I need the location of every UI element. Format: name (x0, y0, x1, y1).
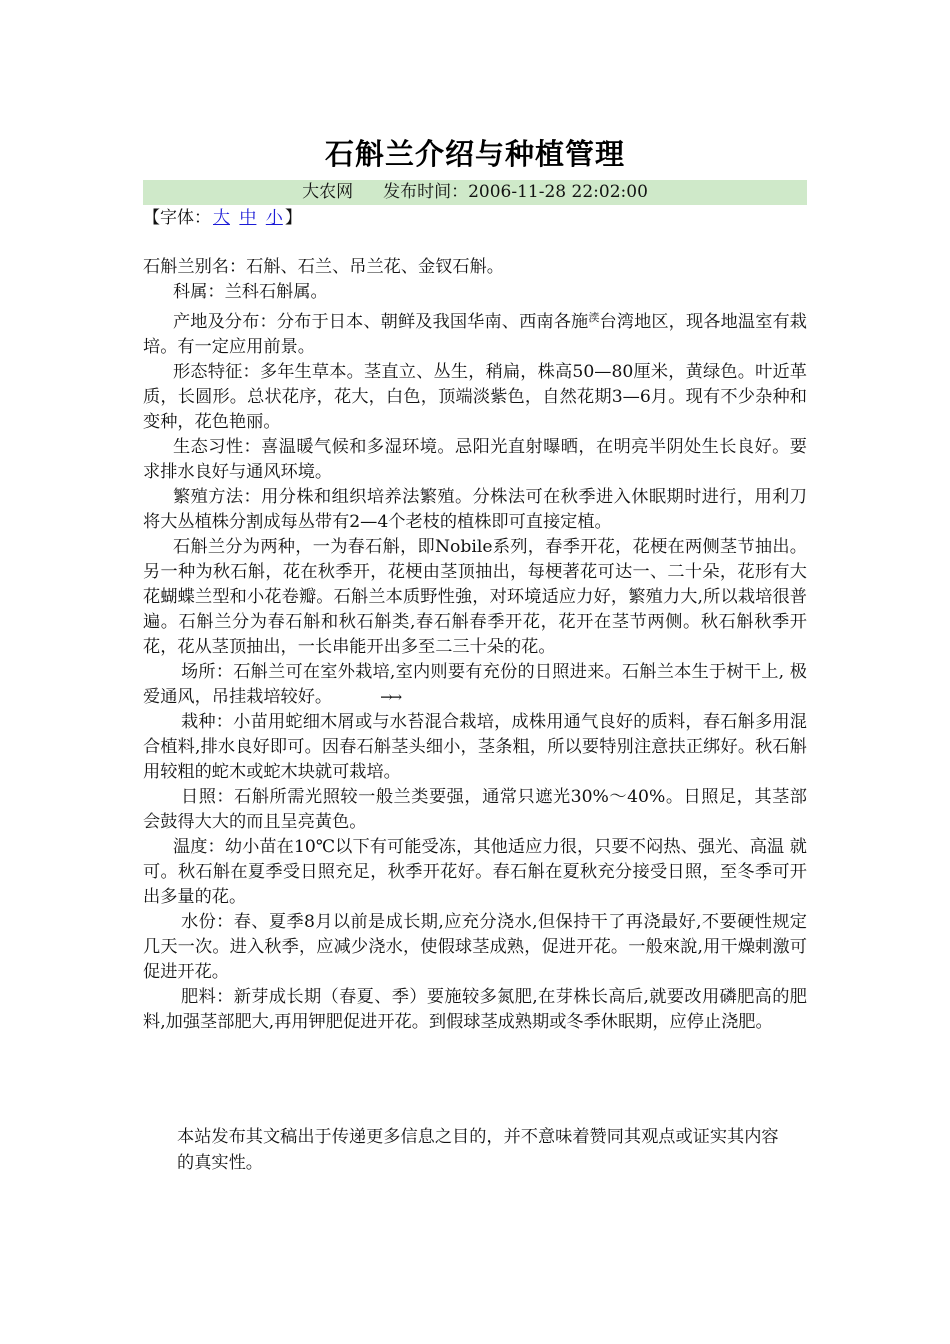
paragraph-sunlight: 日照：石斛所需光照较一般兰类要强，通常只遮光30%～40%。日照足，其茎部会鼓得大大的而且呈亮黃色。 (143, 787, 807, 832)
paragraph-types: 石斛兰分为两种，一为春石斛，即Nobile系列，春季开花，花梗在两侧茎节抽出。另一种为秋石斛，花在秋季开，花梗由茎顶抽出，每梗著花可达一、二十朵，花形有大花蝴蝶兰型和小花卷瓣。石斛兰本质野性強，对环境适应力好，繁殖力大,所以栽培很普遍。石斛兰分为春石斛和秋石斛类,春石斛春季开花，花开在茎节两侧。秋石斛秋季开花，花从茎顶抽出，一长串能开出多至二三十朵的花。 (143, 537, 807, 657)
paragraph-fertilizer: 肥料：新芽成长期（春夏、季）要施较多氮肥,在芽株长高后,就要改用磷肥高的肥料,加强茎部肥大,再用钾肥促进开花。到假球茎成熟期或冬季休眠期，应停止浇肥。 (143, 987, 807, 1032)
paragraph-origin (143, 305, 807, 360)
paragraph-location-text: 场所：石斛兰可在室外栽培,室内则要有充份的日照进来。石斛兰本生于树干上, 极爱通风，吊挂栽培较好。 (143, 662, 807, 707)
font-size-suffix: 】 (284, 208, 302, 228)
font-size-medium-link[interactable]: 中 (239, 208, 257, 228)
page-title: 石斛兰介绍与种植管理 (324, 137, 625, 171)
paragraph-temperature: 温度：幼小苗在10℃以下有可能受冻，其他适应力很，只要不闷热、强光、高温 就可。秋石斛在夏季受日照充足，秋季开花好。春石斛在夏秋充分接受日照，至冬季可开出多量的花。 (143, 837, 807, 907)
paragraph-origin-tail: 台湾地区，现各地温室有栽培。有一定应用前景。 (143, 312, 807, 357)
font-size-switch (143, 205, 302, 231)
article-body (143, 255, 807, 1035)
paragraph-propagation: 繁殖方法：用分株和组织培养法繁殖。分株法可在秋季进入休眠期时进行，用利刀将大丛植株分割成每丛带有2—4个老枝的植株即可直接定植。 (143, 487, 807, 532)
paragraph-origin-head: 产地及分布：分布于日本、朝鲜及我国华南、西南各施 (173, 312, 589, 332)
meta-bar (143, 180, 807, 205)
font-size-large-link[interactable]: 大 (213, 208, 230, 228)
publish-time: 发布时间：2006-11-28 22:02:00 (383, 182, 648, 202)
font-size-small-link[interactable]: 小 (265, 208, 283, 228)
paragraph-watering: 水份：春、夏季8月以前是成长期,应充分浇水,但保持干了再浇最好,不要硬性规定几天一次。进入秋季，应减少浇水，使假球茎成熟，促进开花。一般來說,用干燥剌激可促进开花。 (143, 912, 807, 982)
paragraph-planting: 栽种：小苗用蛇细木屑或与水苔混合栽培，成株用通气良好的质料，春石斛多用混合植料,排水良好即可。因春石斛茎头细小，茎条粗，所以要特別注意扶正绑好。秋石斛用较粗的蛇木或蛇木块就可栽培。 (143, 712, 807, 782)
disclaimer: 本站发布其文稿出于传递更多信息之目的，并不意味着赞同其观点或证实其内容的真实性。 (177, 1127, 779, 1173)
paragraph-morphology: 形态特征：多年生草本。茎直立、丛生，稍扁，株高50—80厘米，黄绿色。叶近革质，长圆形。总状花序，花大，白色，顶端淡紫色，自然花期3—6月。现有不少杂种和变种，花色艳丽。 (143, 362, 807, 432)
paragraph-ecology: 生态习性：喜温暖气候和多湿环境。忌阳光直射曝晒，在明亮半阴处生长良好。要求排水良好与通风环境。 (143, 437, 807, 482)
paragraph-family: 科属：兰科石斛属。 (173, 282, 328, 302)
small-glyph: 湙 (588, 311, 600, 324)
double-right-arrow-icon: →→ (380, 688, 400, 706)
source-label: 大农网 (302, 182, 354, 202)
paragraph-location (143, 660, 807, 710)
font-size-prefix: 【字体： (143, 208, 211, 228)
paragraph-alias: 石斛兰别名：石斛、石兰、吊兰花、金钗石斛。 (143, 257, 504, 277)
